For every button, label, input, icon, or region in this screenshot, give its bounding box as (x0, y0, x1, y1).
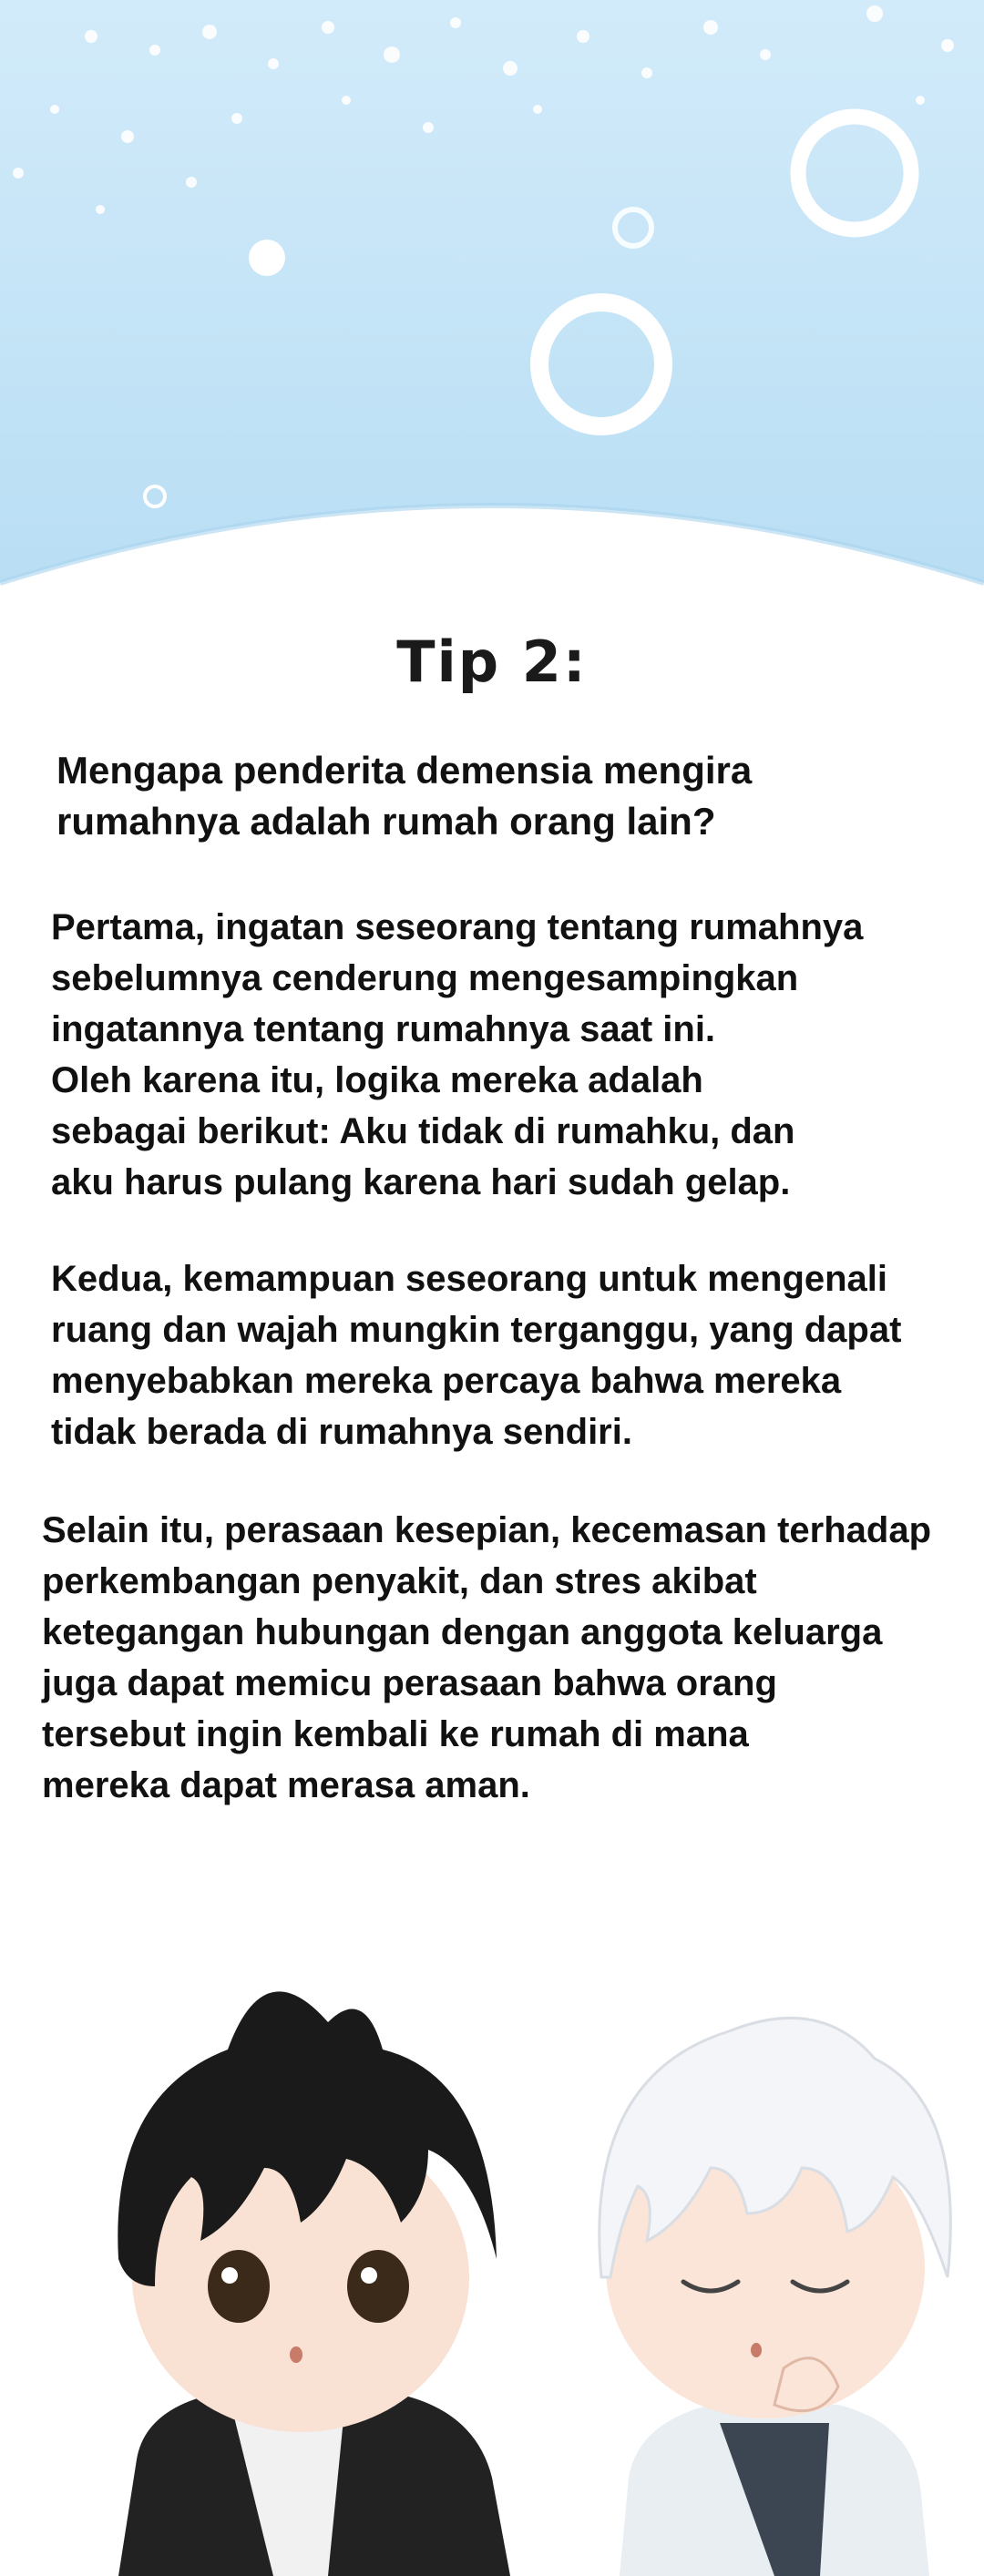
paragraph-first: Pertama, ingatan seseorang tentang rumahnya sebelumnya cenderung mengesampingkan ingatannya tentang rumahnya saat ini. Oleh karena itu, logika mereka adalah sebagai berikut: Aku tidak di rumahku, dan aku harus pulang karena hari sudah gelap. (51, 907, 864, 1202)
dark-haired-boy-figure (118, 1991, 510, 2576)
question-text: Mengapa penderita demensia mengira rumahnya adalah rumah orang lain? (56, 749, 753, 843)
tip-title: Tip 2: (396, 629, 588, 695)
chibi-characters-illustration (0, 1895, 984, 2576)
paragraph-third: Selain itu, perasaan kesepian, kecemasan terhadap perkembangan penyakit, dan stres akibat ketegangan hubungan dengan anggota keluarga juga dapat memicu perasaan bahwa orang tersebut ingin kembali ke rumah di mana mereka dapat merasa aman. (42, 1510, 932, 1805)
bubble-sky-illustration (0, 0, 984, 656)
paragraph-second: Kedua, kemampuan seseorang untuk mengenali ruang dan wajah mungkin terganggu, yang dapat menyebabkan mereka percaya bahwa mereka tidak berada di rumahnya sendiri. (51, 1259, 902, 1452)
white-haired-boy-figure (600, 2018, 951, 2576)
